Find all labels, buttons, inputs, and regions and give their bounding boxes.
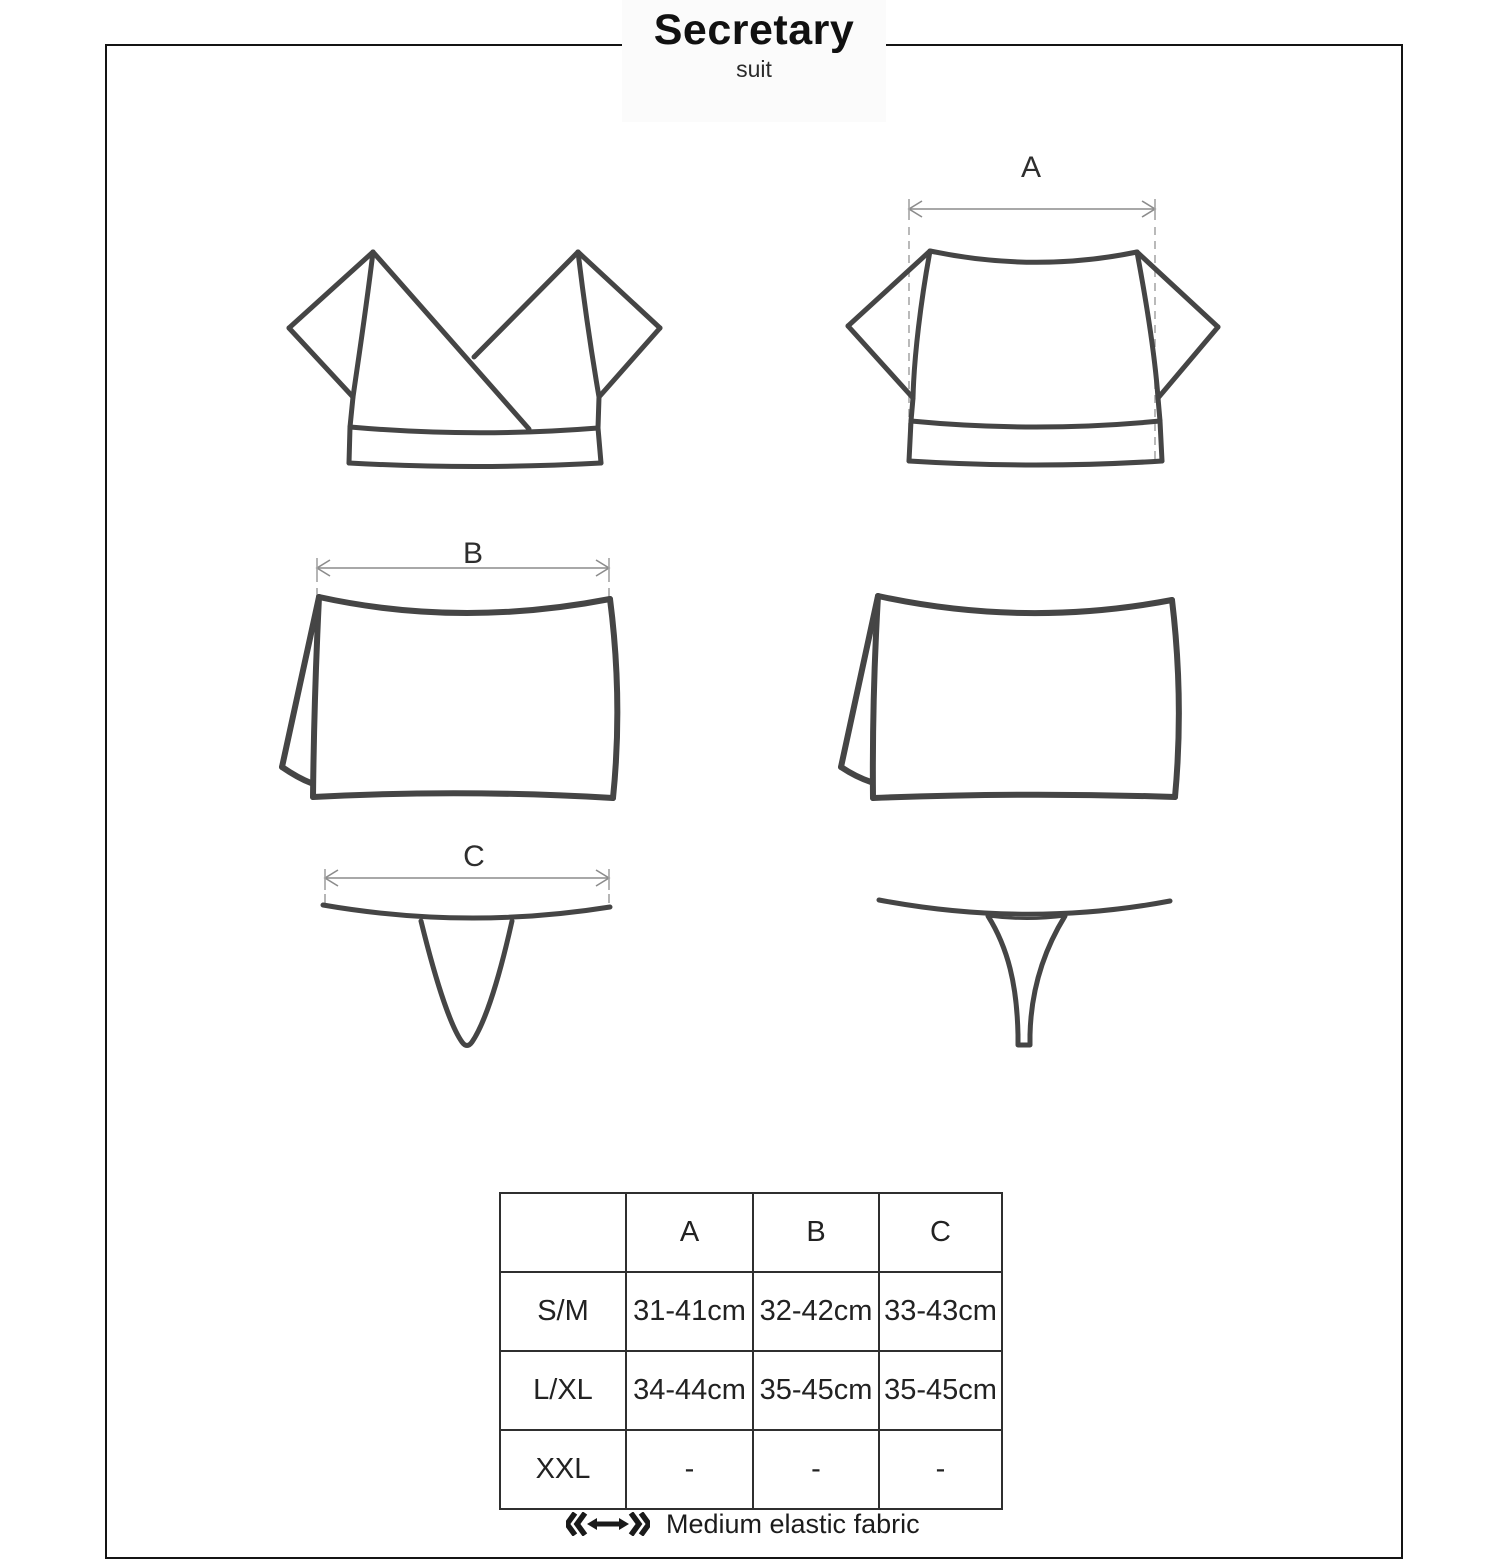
figure-thong-back (865, 880, 1185, 1060)
value-cell: - (753, 1430, 879, 1509)
figure-top-back (840, 145, 1230, 475)
elastic-stretch-arrow-icon (566, 1512, 650, 1536)
figure-top-front (270, 235, 680, 480)
value-cell: 32-42cm (753, 1272, 879, 1351)
garment-outline-thong-back (879, 900, 1170, 1045)
garment-outline-top-back (848, 251, 1218, 465)
dimension-label-c: C (463, 840, 485, 873)
dimension-arrow-c (325, 869, 609, 903)
dimension-label-a: A (1020, 151, 1042, 184)
size-label: S/M (500, 1272, 626, 1351)
size-label: L/XL (500, 1351, 626, 1430)
value-cell: 35-45cm (753, 1351, 879, 1430)
size-table-row-lxl (500, 1351, 1002, 1430)
figure-thong-front (310, 840, 620, 1055)
corner-cell (500, 1193, 626, 1272)
product-subtitle: suit (736, 56, 772, 82)
garment-outline-skirt-back (841, 596, 1179, 798)
garment-outline-skirt-front (282, 597, 617, 798)
garment-outline-top-front (289, 252, 660, 467)
value-cell: 31-41cm (626, 1272, 753, 1351)
size-table-row-xxl (500, 1430, 1002, 1509)
fabric-note-text: Medium elastic fabric (666, 1508, 920, 1539)
figure-skirt-back (835, 590, 1185, 810)
value-cell: 35-45cm (879, 1351, 1002, 1430)
garment-outline-thong-front (323, 905, 610, 1046)
value-cell: 34-44cm (626, 1351, 753, 1430)
product-title: Secretary (653, 6, 855, 54)
size-table (499, 1192, 1003, 1510)
value-cell: - (879, 1430, 1002, 1509)
column-header-c: C (879, 1193, 1002, 1272)
size-label: XXL (500, 1430, 626, 1509)
title-block (622, 0, 886, 122)
dimension-label-b: B (462, 537, 484, 570)
size-table-header-row (500, 1193, 1002, 1272)
value-cell: 33-43cm (879, 1272, 1002, 1351)
value-cell: - (626, 1430, 753, 1509)
fabric-note (566, 1508, 920, 1540)
size-table-row-sm (500, 1272, 1002, 1351)
figure-skirt-front (275, 535, 625, 810)
column-header-b: B (753, 1193, 879, 1272)
column-header-a: A (626, 1193, 753, 1272)
